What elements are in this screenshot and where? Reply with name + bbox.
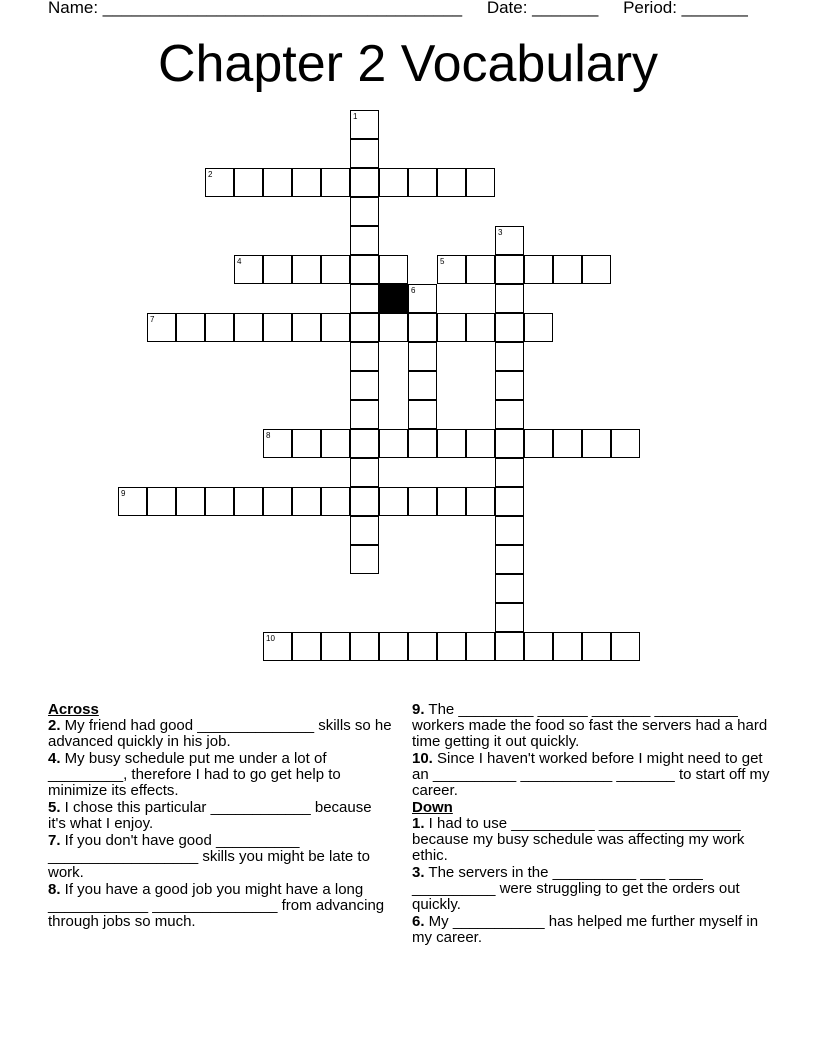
- crossword-cell[interactable]: [524, 632, 553, 661]
- crossword-cell[interactable]: [263, 487, 292, 516]
- crossword-cell[interactable]: [350, 632, 379, 661]
- across-heading: Across: [48, 701, 99, 718]
- crossword-cell[interactable]: [379, 632, 408, 661]
- crossword-cell[interactable]: [495, 487, 524, 516]
- crossword-cell[interactable]: [379, 429, 408, 458]
- crossword-cell[interactable]: [408, 313, 437, 342]
- crossword-cell[interactable]: [379, 255, 408, 284]
- crossword-cell[interactable]: [466, 632, 495, 661]
- crossword-cell[interactable]: [176, 487, 205, 516]
- clue-across-10: [412, 751, 772, 799]
- crossword-cell[interactable]: [147, 487, 176, 516]
- clue-number-label: 10: [266, 634, 275, 643]
- clue-number-label: 8: [266, 431, 271, 440]
- crossword-cell[interactable]: [350, 284, 379, 313]
- crossword-cell[interactable]: [553, 429, 582, 458]
- crossword-cell[interactable]: [466, 487, 495, 516]
- clue-across-5: [48, 800, 393, 832]
- clue-number: 10.: [412, 750, 433, 767]
- crossword-cell[interactable]: [553, 255, 582, 284]
- clues-column-left: [48, 702, 393, 931]
- crossword-cell[interactable]: [408, 487, 437, 516]
- clue-text: I had to use __________ _________________ because my busy schedule was affecting my work ethic.: [412, 815, 745, 864]
- crossword-cell[interactable]: [495, 284, 524, 313]
- crossword-cell[interactable]: [553, 632, 582, 661]
- clue-number: 8.: [48, 881, 61, 898]
- crossword-cell[interactable]: [234, 168, 263, 197]
- crossword-cell[interactable]: [495, 458, 524, 487]
- crossword-cell[interactable]: [437, 313, 466, 342]
- crossword-cell[interactable]: [350, 487, 379, 516]
- crossword-cell[interactable]: [466, 168, 495, 197]
- crossword-cell[interactable]: [524, 429, 553, 458]
- date-field[interactable]: Date: _______: [486, 0, 599, 17]
- crossword-cell[interactable]: [321, 168, 350, 197]
- crossword-cell[interactable]: [350, 255, 379, 284]
- crossword-cell[interactable]: [263, 168, 292, 197]
- crossword-cell[interactable]: [263, 255, 292, 284]
- clue-text: My ___________ has helped me further myself in my career.: [412, 913, 759, 946]
- crossword-cell[interactable]: [379, 487, 408, 516]
- crossword-cell[interactable]: [379, 168, 408, 197]
- crossword-cell[interactable]: [495, 429, 524, 458]
- crossword-cell[interactable]: [408, 429, 437, 458]
- crossword-cell[interactable]: [321, 429, 350, 458]
- clue-number: 4.: [48, 750, 61, 767]
- crossword-cell[interactable]: [495, 371, 524, 400]
- clue-down-1: [412, 816, 772, 864]
- crossword-cell[interactable]: [495, 313, 524, 342]
- clue-text: My friend had good ______________ skills so he advanced quickly in his job.: [48, 717, 392, 750]
- crossword-cell[interactable]: [292, 313, 321, 342]
- crossword-cell[interactable]: [292, 632, 321, 661]
- clue-number: 2.: [48, 717, 61, 734]
- crossword-cell[interactable]: [321, 487, 350, 516]
- clue-number-label: 9: [121, 489, 126, 498]
- crossword-cell[interactable]: [408, 632, 437, 661]
- crossword-cell[interactable]: [321, 632, 350, 661]
- crossword-cell[interactable]: [408, 342, 437, 371]
- crossword-cell[interactable]: [437, 487, 466, 516]
- crossword-cell[interactable]: [350, 168, 379, 197]
- crossword-cell[interactable]: [292, 429, 321, 458]
- crossword-cell[interactable]: [234, 487, 263, 516]
- page-title: Chapter 2 Vocabulary: [157, 35, 659, 93]
- clue-across-8: [48, 882, 393, 930]
- crossword-cell[interactable]: [611, 429, 640, 458]
- crossword-cell[interactable]: [205, 487, 234, 516]
- crossword-cell[interactable]: [205, 313, 234, 342]
- crossword-cell[interactable]: [350, 139, 379, 168]
- crossword-cell[interactable]: [350, 371, 379, 400]
- clue-number-label: 1: [353, 112, 358, 121]
- clue-number: 3.: [412, 864, 425, 881]
- clue-number-label: 4: [237, 257, 242, 266]
- crossword-cell[interactable]: [350, 342, 379, 371]
- clue-text: I chose this particular ____________ because it's what I enjoy.: [48, 799, 372, 832]
- crossword-cell[interactable]: [466, 255, 495, 284]
- crossword-cell[interactable]: [350, 545, 379, 574]
- clue-number: 7.: [48, 832, 61, 849]
- clue-across-7: [48, 833, 393, 881]
- crossword-cell[interactable]: [350, 429, 379, 458]
- crossword-cell[interactable]: [350, 516, 379, 545]
- crossword-cell[interactable]: [350, 313, 379, 342]
- clue-number-label: 7: [150, 315, 155, 324]
- clue-text: Since I haven't worked before I might need to get an __________ ___________ _______ to start off my career.: [412, 750, 770, 799]
- clue-text: If you have a good job you might have a long ____________ _______________ from advancing through jobs so much.: [48, 881, 385, 930]
- crossword-cell[interactable]: [350, 458, 379, 487]
- clue-text: The servers in the __________ ___ ____ __________ were struggling to get the orders out quickly.: [412, 864, 740, 913]
- clue-text: My busy schedule put me under a lot of _________, therefore I had to go get help to minimize its effects.: [48, 750, 341, 799]
- clue-across-4: [48, 751, 393, 799]
- clue-number: 9.: [412, 701, 425, 718]
- crossword-cell[interactable]: [292, 255, 321, 284]
- clue-number-label: 3: [498, 228, 503, 237]
- crossword-black-cell: [379, 284, 408, 313]
- crossword-cell[interactable]: [408, 371, 437, 400]
- clue-text: The _________ ______ _______ __________ workers made the food so fast the servers had a hard time getting it out quickly.: [412, 701, 768, 750]
- crossword-cell[interactable]: [495, 400, 524, 429]
- crossword-cell[interactable]: [350, 226, 379, 255]
- clue-text: If you don't have good __________ __________________ skills you might be late to work.: [48, 832, 370, 881]
- clue-number: 1.: [412, 815, 425, 832]
- crossword-cell[interactable]: [321, 313, 350, 342]
- crossword-cell[interactable]: [321, 255, 350, 284]
- crossword-cell[interactable]: [466, 313, 495, 342]
- crossword-cell[interactable]: [234, 313, 263, 342]
- clue-number-label: 2: [208, 170, 213, 179]
- clue-across-9: [412, 702, 772, 750]
- crossword-cell[interactable]: [582, 632, 611, 661]
- clue-number: 5.: [48, 799, 61, 816]
- crossword-cell[interactable]: [437, 632, 466, 661]
- crossword-cell[interactable]: [408, 400, 437, 429]
- crossword-cell[interactable]: [495, 545, 524, 574]
- crossword-cell[interactable]: [495, 603, 524, 632]
- crossword-cell[interactable]: [524, 255, 553, 284]
- crossword-cell[interactable]: [495, 516, 524, 545]
- crossword-cell[interactable]: [437, 168, 466, 197]
- clue-number-label: 6: [411, 286, 416, 295]
- crossword-cell[interactable]: [582, 429, 611, 458]
- crossword-cell[interactable]: [466, 429, 495, 458]
- clue-number-label: 5: [440, 257, 445, 266]
- clues-column-right: [412, 702, 772, 947]
- crossword-cell[interactable]: [495, 632, 524, 661]
- crossword-cell[interactable]: [379, 313, 408, 342]
- crossword-cell[interactable]: [176, 313, 205, 342]
- crossword-cell[interactable]: [292, 487, 321, 516]
- crossword-cell[interactable]: [408, 168, 437, 197]
- crossword-cell[interactable]: [350, 197, 379, 226]
- crossword-cell[interactable]: [582, 255, 611, 284]
- crossword-cell[interactable]: [495, 255, 524, 284]
- crossword-cell[interactable]: [292, 168, 321, 197]
- crossword-cell[interactable]: [611, 632, 640, 661]
- clue-across-2: [48, 718, 393, 750]
- down-heading: Down: [412, 799, 453, 816]
- crossword-cell[interactable]: [350, 400, 379, 429]
- clue-number: 6.: [412, 913, 425, 930]
- crossword-cell[interactable]: [495, 342, 524, 371]
- crossword-cell[interactable]: [495, 574, 524, 603]
- crossword-cell[interactable]: [263, 313, 292, 342]
- clue-down-3: [412, 865, 772, 913]
- period-field[interactable]: Period: _______: [623, 0, 748, 17]
- name-field[interactable]: Name: ______________________________________: [48, 0, 463, 17]
- clue-down-6: [412, 914, 772, 946]
- crossword-cell[interactable]: [524, 313, 553, 342]
- crossword-cell[interactable]: [437, 429, 466, 458]
